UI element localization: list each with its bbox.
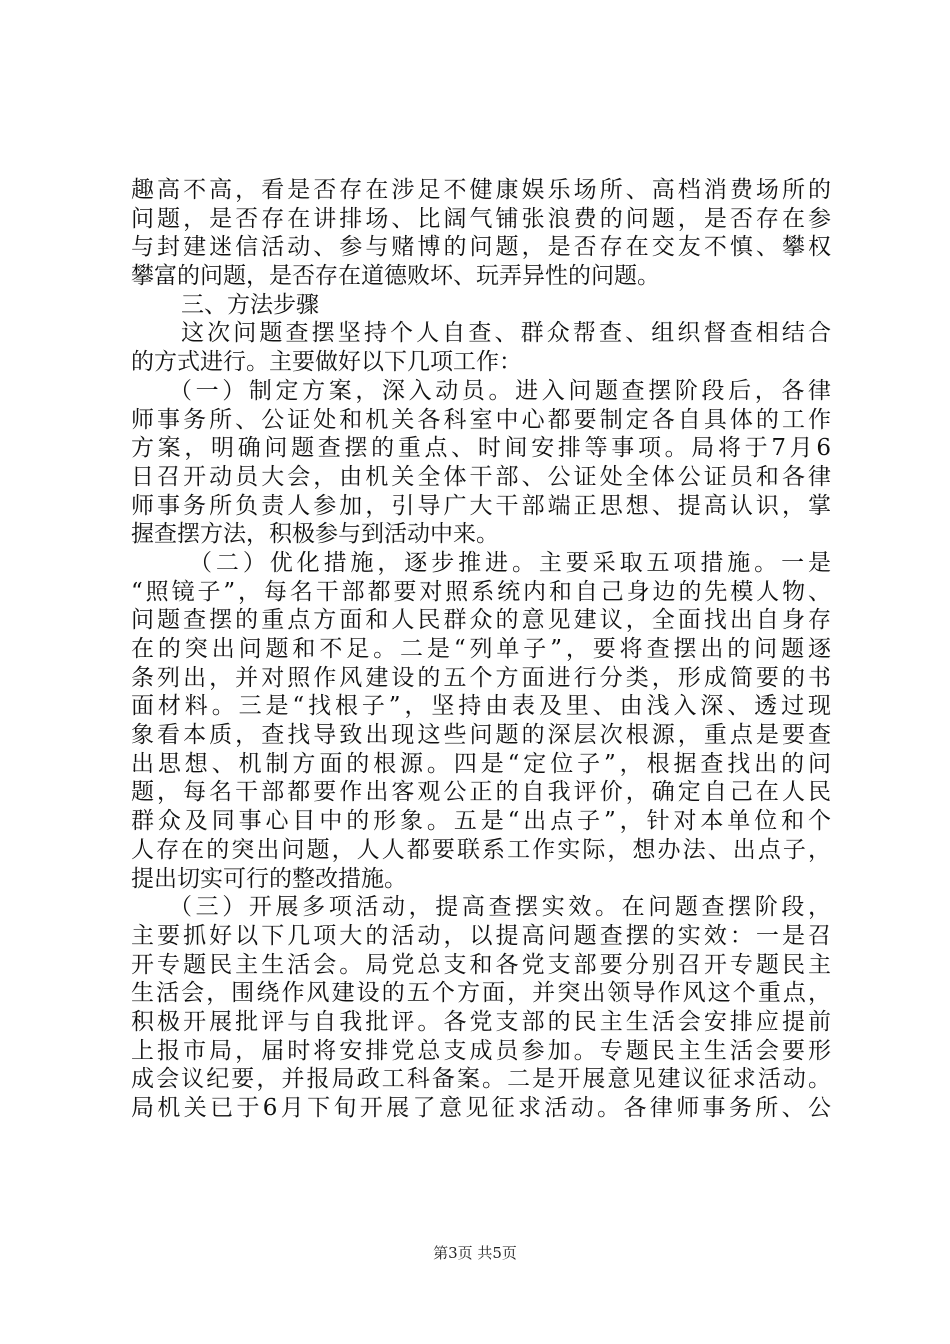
text-line: 在的突出问题和不足。二是“列单子”，要将查摆出的问题逐 <box>131 636 831 662</box>
text-line: 出思想、机制方面的根源。四是“定位子”，根据查找出的问 <box>131 750 831 777</box>
text-line: 师事务所、公证处和机关各科室中心都要制定各自具体的工作 <box>131 406 831 433</box>
text-line: 师事务所负责人参加，引导广大干部端正思想、提高认识，掌 <box>131 492 831 519</box>
text-line: 三、方法步骤 <box>181 291 319 318</box>
text-line: （三）开展多项活动，提高查摆实效。在问题查摆阶段， <box>169 894 831 921</box>
text-line: 握查摆方法，积极参与到活动中来。 <box>131 521 499 548</box>
text-line: 方案，明确问题查摆的重点、时间安排等事项。局将于7月6 <box>131 435 831 462</box>
text-line: 日召开动员大会，由机关全体干部、公证处全体公证员和各律 <box>131 463 831 490</box>
text-line: 成会议纪要，并报局政工科备案。二是开展意见建议征求活动。 <box>131 1066 831 1093</box>
text-line: （一）制定方案，深入动员。进入问题查摆阶段后，各律 <box>169 377 831 404</box>
page-footer: 第3页 共5页 <box>433 1244 517 1262</box>
text-line: 提出切实可行的整改措施。 <box>131 865 407 892</box>
text-line: 与封建迷信活动、参与赌博的问题，是否存在交友不慎、攀权 <box>131 234 831 261</box>
text-line: 群众及同事心目中的形象。五是“出点子”，针对本单位和个 <box>131 808 831 835</box>
text-line: 上报市局，届时将安排党总支成员参加。专题民主生活会要形 <box>131 1037 831 1064</box>
text-line: 积极开展批评与自我批评。各党支部的民主生活会安排应提前 <box>131 1008 831 1035</box>
document-body <box>131 176 831 1123</box>
text-line: 生活会，围绕作风建设的五个方面，并突出领导作风这个重点， <box>131 980 831 1007</box>
text-line: 这次问题查摆坚持个人自查、群众帮查、组织督查相结合 <box>181 320 831 347</box>
text-line: 人存在的突出问题，人人都要联系工作实际，想办法、出点子， <box>131 836 831 863</box>
text-line: 攀富的问题，是否存在道德败坏、玩弄异性的问题。 <box>131 263 660 290</box>
text-line: 面材料。三是“找根子”，坚持由表及里、由浅入深、透过现 <box>131 693 831 720</box>
text-line: 条列出，并对照作风建设的五个方面进行分类，形成简要的书 <box>131 664 831 691</box>
text-line: 的方式进行。主要做好以下几项工作： <box>131 349 522 376</box>
text-line: 题，每名干部都要作出客观公正的自我评价，确定自己在人民 <box>131 779 831 806</box>
text-line: 问题查摆的重点方面和人民群众的意见建议，全面找出自身存 <box>131 607 831 634</box>
text-line: 开专题民主生活会。局党总支和各党支部要分别召开专题民主 <box>131 951 831 978</box>
text-line: 主要抓好以下几项大的活动，以提高问题查摆的实效：一是召 <box>131 922 831 949</box>
text-line: 局机关已于6月下旬开展了意见征求活动。各律师事务所、公 <box>131 1095 831 1121</box>
text-line: 趣高不高，看是否存在涉足不健康娱乐场所、高档消费场所的 <box>131 177 831 203</box>
text-line: “照镜子”，每名干部都要对照系统内和自己身边的先模人物、 <box>131 578 831 605</box>
text-line: 象看本质，查找导致出现这些问题的深层次根源，重点是要查 <box>131 722 831 749</box>
text-line: （二）优化措施，逐步推进。主要采取五项措施。一是 <box>189 549 831 576</box>
text-line: 问题，是否存在讲排场、比阔气铺张浪费的问题，是否存在参 <box>131 205 831 232</box>
